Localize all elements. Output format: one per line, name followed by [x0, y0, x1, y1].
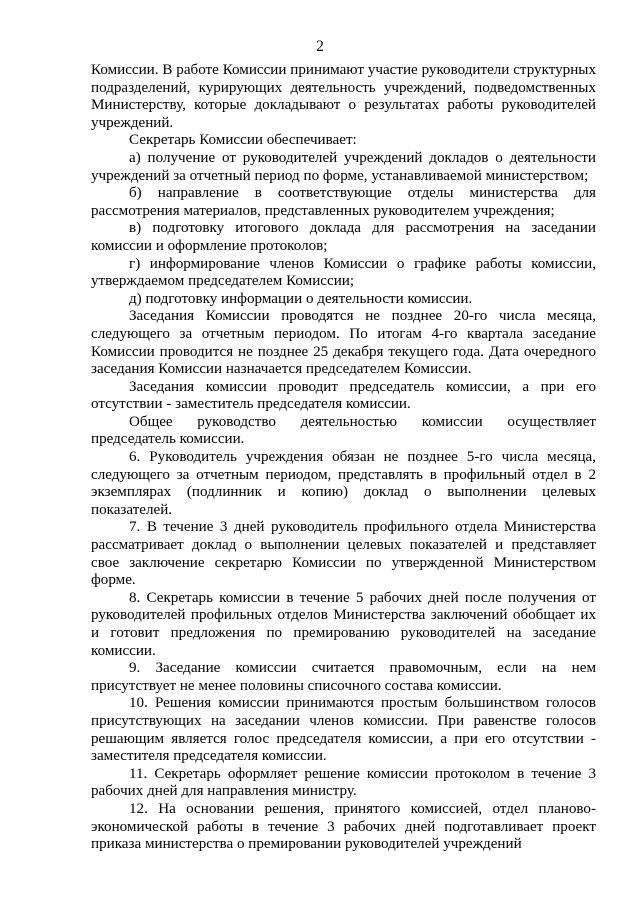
page-number: 2 — [316, 38, 324, 55]
paragraph-clause-8: 8. Секретарь комиссии в течение 5 рабочих дней после получения от руководителей профильных отделов Министерства заключений обобщает их и готовит предложения по премированию руководителей на заседание комиссии. — [91, 589, 596, 659]
paragraph-meeting-schedule: Заседания Комиссии проводятся не позднее 20-го числа месяца, следующего за отчетным периодом. По итогам 4-го квартала заседание Комиссии проводится не позднее 25 декабря текущего года. Дата очередного заседания Комиссии назначается председателем Комиссии. — [91, 308, 596, 378]
paragraph-meeting-chair: Заседания комиссии проводит председатель комиссии, а при его отсутствии - заместитель председателя комиссии. — [91, 378, 596, 413]
document-body — [91, 62, 596, 854]
paragraph-item-g: г) информирование членов Комиссии о графике работы комиссии, утверждаемом председателем Комиссии; — [91, 255, 596, 290]
paragraph-clause-10: 10. Решения комиссии принимаются простым большинством голосов присутствующих на заседании членов комиссии. При равенстве голосов решающим является голос председателя комиссии, а при его отсутствии - заместителя председателя комиссии. — [91, 695, 596, 765]
paragraph-secretary-duties: Секретарь Комиссии обеспечивает: — [129, 132, 357, 149]
paragraph-item-b: б) направление в соответствующие отделы министерства для рассмотрения материалов, представленных руководителем учреждения; — [91, 185, 596, 219]
paragraph-continuation: Комиссии. В работе Комиссии принимают участие руководители структурных подразделений, курирующих деятельность учреждений, подведомственных Министерству, которые докладывают о результатах работы руководителей учреждений. — [91, 62, 596, 131]
paragraph-item-a: а) получение от руководителей учреждений докладов о деятельности учреждений за отчетный период по форме, устанавливаемой министерством; — [91, 149, 596, 184]
paragraph-clause-11: 11. Секретарь оформляет решение комиссии протоколом в течение 3 рабочих дней для направления министру. — [91, 765, 596, 800]
paragraph-clause-7: 7. В течение 3 дней руководитель профильного отдела Министерства рассматривает доклад о выполнении целевых показателей и представляет свое заключение секретарю Комиссии по утвержденной Министерством форме. — [91, 519, 596, 589]
paragraph-clause-9: 9. Заседание комиссии считается правомочным, если на нем присутствует не менее половины списочного состава комиссии. — [91, 660, 596, 694]
paragraph-item-v: в) подготовку итогового доклада для рассмотрения на заседании комиссии и оформление протоколов; — [91, 220, 596, 254]
paragraph-clause-6: 6. Руководитель учреждения обязан не позднее 5-го числа месяца, следующего за отчетным периодом, представлять в профильный отдел в 2 экземплярах (подлинник и копию) доклад о выполнении целевых показателей. — [91, 449, 596, 518]
paragraph-item-d: д) подготовку информации о деятельности комиссии. — [129, 290, 473, 307]
paragraph-general-management: Общее руководство деятельностью комиссии осуществляет председатель комиссии. — [91, 413, 596, 448]
paragraph-clause-12: 12. На основании решения, принятого комиссией, отдел планово-экономической работы в течение 3 рабочих дней подготавливает проект приказа министерства о премировании руководителей учреждений — [91, 800, 596, 853]
